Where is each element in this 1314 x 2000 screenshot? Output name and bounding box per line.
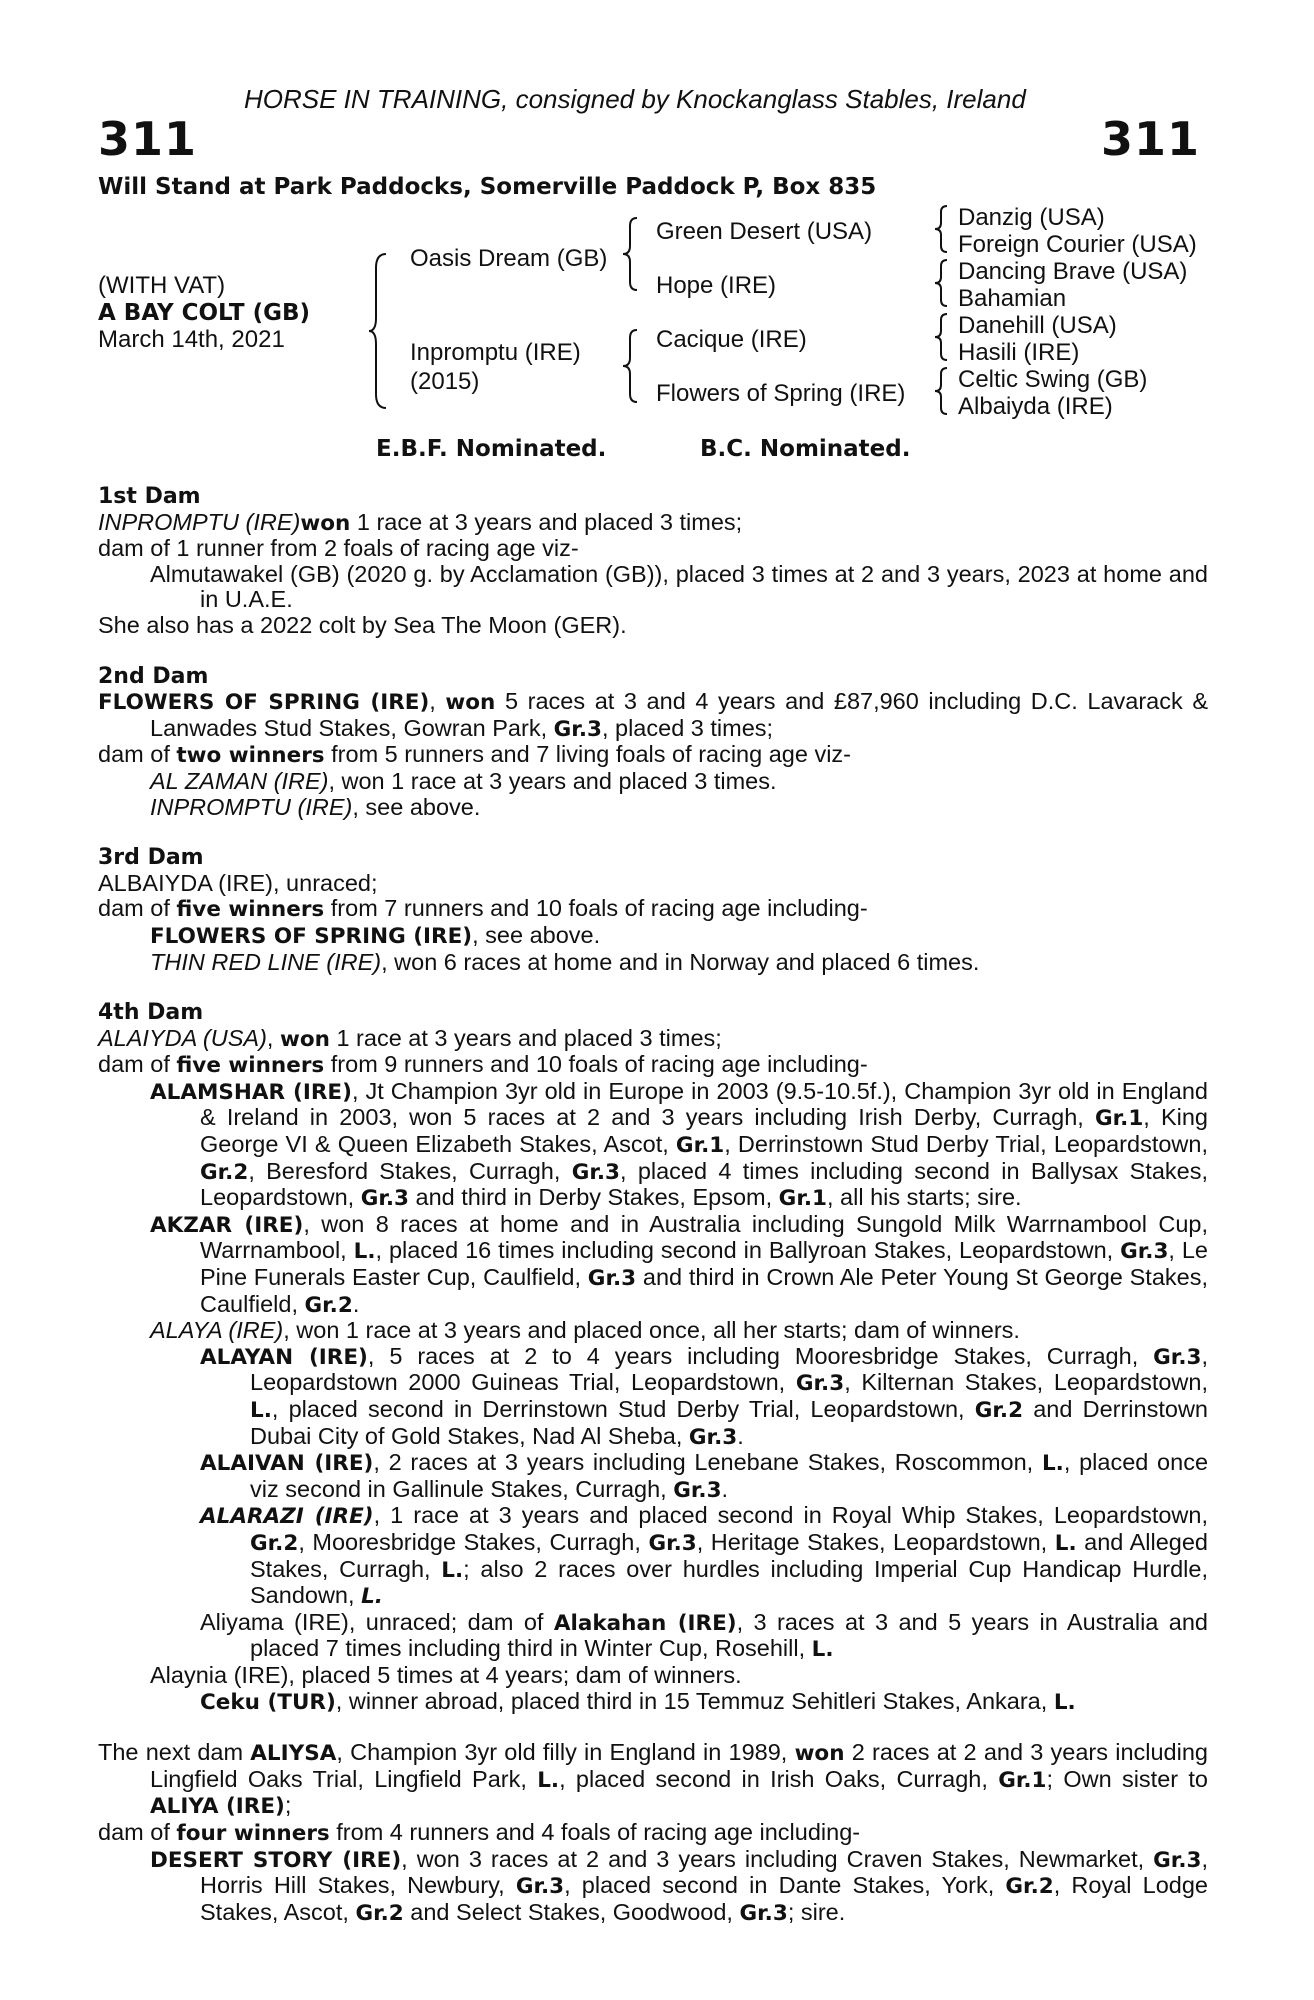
horse-name: A BAY COLT (GB) bbox=[98, 300, 311, 326]
section-heading-dam4: 4th Dam bbox=[98, 1000, 204, 1026]
pedigree-brace-sire bbox=[622, 216, 640, 292]
progeny-akzar: AKZAR (IRE), won 8 races at home and in Australia including Sungold Milk Warrnambool Cup, Warrnambool, L., placed 16 times including second in Ballyroan Stakes, Leopardstown, Gr.3, Le Pine Funerals Easter Cup, Caulfield, Gr.3 and third in Crown Ale Peter Young St George Stakes, Caulfield, Gr.2. bbox=[150, 1210, 1208, 1318]
dam3-line1: ALBAIYDA (IRE), unraced; bbox=[98, 869, 378, 896]
pedigree-dam-sire: Cacique (IRE) bbox=[656, 326, 807, 353]
pedigree-brace-ds bbox=[934, 312, 950, 362]
dam2-record: FLOWERS OF SPRING (IRE), won 5 races at 3 and 4 years and £87,960 including D.C. Lavarack & Lanwades Stud Stakes, Gowran Park, Gr.3, placed 3 times; bbox=[98, 688, 1208, 742]
dam3-progeny-2: THIN RED LINE (IRE), won 6 races at home and in Norway and placed 6 times. bbox=[150, 948, 980, 975]
pedigree-sire: Oasis Dream (GB) bbox=[410, 245, 608, 272]
bc-nomination: B.C. Nominated. bbox=[700, 436, 911, 462]
pedigree-brace-ss bbox=[934, 204, 950, 254]
pedigree-dss: Danehill (USA) bbox=[958, 312, 1117, 339]
vat-note: (WITH VAT) bbox=[98, 272, 226, 299]
next-dam-record: The next dam ALIYSA, Champion 3yr old filly in England in 1989, won 2 races at 2 and 3 years including Lingfield Oaks Trial, Lingfield Park, L., placed second in Irish Oaks, Curragh, Gr.1; Own sister to ALIYA (IRE); bbox=[98, 1739, 1208, 1820]
progeny-alarazi: ALARAZI (IRE), 1 race at 3 years and placed second in Royal Whip Stakes, Leopardstown, Gr.2, Mooresbridge Stakes, Curragh, Gr.3, Heritage Stakes, Leopardstown, L. and Alleged Stakes, Curragh, L.; also 2 races over hurdles including Imperial Cup Handicap Hurdle, Sandown, L. bbox=[200, 1502, 1208, 1610]
progeny-alayan: ALAYAN (IRE), 5 races at 2 to 4 years including Mooresbridge Stakes, Curragh, Gr.3, Leopardstown 2000 Guineas Trial, Leopardstown, Gr.3, Kilternan Stakes, Leopardstown, L., placed second in Derrinstown Stud Derby Trial, Leopardstown, Gr.2 and Derrinstown Dubai City of Gold Stakes, Nad Al Sheba, Gr.3. bbox=[200, 1342, 1209, 1450]
produce-record bbox=[98, 484, 1208, 1926]
lot-number-left: 311 bbox=[98, 112, 198, 166]
dam4-produce: dam of five winners from 9 runners and 10 foals of racing age including- bbox=[98, 1051, 868, 1079]
pedigree-brace-dd bbox=[934, 366, 950, 416]
pedigree-brace-main bbox=[368, 252, 390, 410]
progeny-alaya: ALAYA (IRE), won 1 race at 3 years and placed once, all her starts; dam of winners. bbox=[150, 1317, 1020, 1344]
dam1-line3: She also has a 2022 colt by Sea The Moon (GER). bbox=[98, 611, 627, 638]
dam3-progeny-1: FLOWERS OF SPRING (IRE), see above. bbox=[150, 921, 601, 949]
next-dam-produce: dam of four winners from 4 runners and 4 foals of racing age including- bbox=[98, 1818, 861, 1846]
pedigree-sds: Dancing Brave (USA) bbox=[958, 258, 1188, 285]
pedigree-sire-dam: Hope (IRE) bbox=[656, 272, 777, 299]
pedigree-dds: Celtic Swing (GB) bbox=[958, 366, 1148, 393]
progeny-alaynia: Alaynia (IRE), placed 5 times at 4 years; dam of winners. bbox=[150, 1661, 742, 1688]
lot-number-right: 311 bbox=[1100, 112, 1200, 166]
ebf-nomination: E.B.F. Nominated. bbox=[376, 436, 607, 462]
foaling-date: March 14th, 2021 bbox=[98, 326, 285, 353]
pedigree-dam: Inpromptu (IRE) bbox=[410, 339, 581, 366]
dam4-record: ALAIYDA (USA), won 1 race at 3 years and placed 3 times; bbox=[98, 1024, 722, 1052]
pedigree-brace-sd bbox=[934, 258, 950, 308]
progeny-alaivan: ALAIVAN (IRE), 2 races at 3 years including Lenebane Stakes, Roscommon, L., placed once viz second in Gallinule Stakes, Curragh, Gr.3. bbox=[200, 1449, 1209, 1503]
pedigree-ddd: Albaiyda (IRE) bbox=[958, 393, 1113, 420]
progeny-alamshar: ALAMSHAR (IRE), Jt Champion 3yr old in Europe in 2003 (9.5-10.5f.), Champion 3yr old in England & Ireland in 2003, won 5 races at 2 and 3 years including Irish Derby, Curragh, Gr.1, King George VI & Queen Elizabeth Stakes, Ascot, Gr.1, Derrinstown Stud Derby Trial, Leopardstown, Gr.2, Beresford Stakes, Curragh, Gr.3, placed 4 times including second in Ballysax Stakes, Leopardstown, Gr.3 and third in Derby Stakes, Epsom, Gr.1, all his starts; sire. bbox=[150, 1077, 1208, 1212]
pedigree-sss: Danzig (USA) bbox=[958, 204, 1105, 231]
dam2-progeny-1: AL ZAMAN (IRE), won 1 race at 3 years and placed 3 times. bbox=[150, 767, 777, 794]
pedigree-sdd: Bahamian bbox=[958, 285, 1067, 312]
dam1-progeny-1: Almutawakel (GB) (2020 g. by Acclamation (GB)), placed 3 times at 2 and 3 years, 2023 at home and in U.A.E. bbox=[150, 560, 1208, 613]
pedigree-dsd: Hasili (IRE) bbox=[958, 339, 1080, 366]
catalogue-header: HORSE IN TRAINING, consigned by Knockanglass Stables, Ireland bbox=[244, 84, 1026, 114]
section-heading-dam2: 2nd Dam bbox=[98, 663, 209, 689]
dam1-line2: dam of 1 runner from 2 foals of racing age viz- bbox=[98, 535, 579, 562]
stand-location: Will Stand at Park Paddocks, Somerville Paddock P, Box 835 bbox=[98, 174, 877, 200]
pedigree-ssd: Foreign Courier (USA) bbox=[958, 231, 1197, 258]
dam3-produce: dam of five winners from 7 runners and 10 foals of racing age including- bbox=[98, 895, 868, 923]
progeny-ceku: Ceku (TUR), winner abroad, placed third in 15 Temmuz Sehitleri Stakes, Ankara, L. bbox=[200, 1687, 1076, 1715]
section-heading-dam1: 1st Dam bbox=[98, 484, 201, 509]
dam2-produce: dam of two winners from 5 runners and 7 living foals of racing age viz- bbox=[98, 741, 852, 769]
dam2-progeny-2: INPROMPTU (IRE), see above. bbox=[150, 793, 481, 820]
section-heading-dam3: 3rd Dam bbox=[98, 845, 204, 871]
pedigree-dam-year: (2015) bbox=[410, 368, 480, 395]
dam1-line1: INPROMPTU (IRE)won 1 race at 3 years and placed 3 times; bbox=[98, 508, 743, 536]
progeny-aliyama: Aliyama (IRE), unraced; dam of Alakahan (IRE), 3 races at 3 and 5 years in Australia and placed 7 times including third in Winter Cup, Rosehill, L. bbox=[200, 1608, 1208, 1663]
pedigree-sire-sire: Green Desert (USA) bbox=[656, 218, 873, 245]
pedigree-dam-dam: Flowers of Spring (IRE) bbox=[656, 380, 906, 407]
progeny-desert-story: DESERT STORY (IRE), won 3 races at 2 and 3 years including Craven Stakes, Newmarket, Gr.3, Horris Hill Stakes, Newbury, Gr.3, placed second in Dante Stakes, York, Gr.2, Royal Lodge Stakes, Ascot, Gr.2 and Select Stakes, Goodwood, Gr.3; sire. bbox=[150, 1845, 1208, 1926]
pedigree-brace-dam bbox=[622, 328, 640, 404]
